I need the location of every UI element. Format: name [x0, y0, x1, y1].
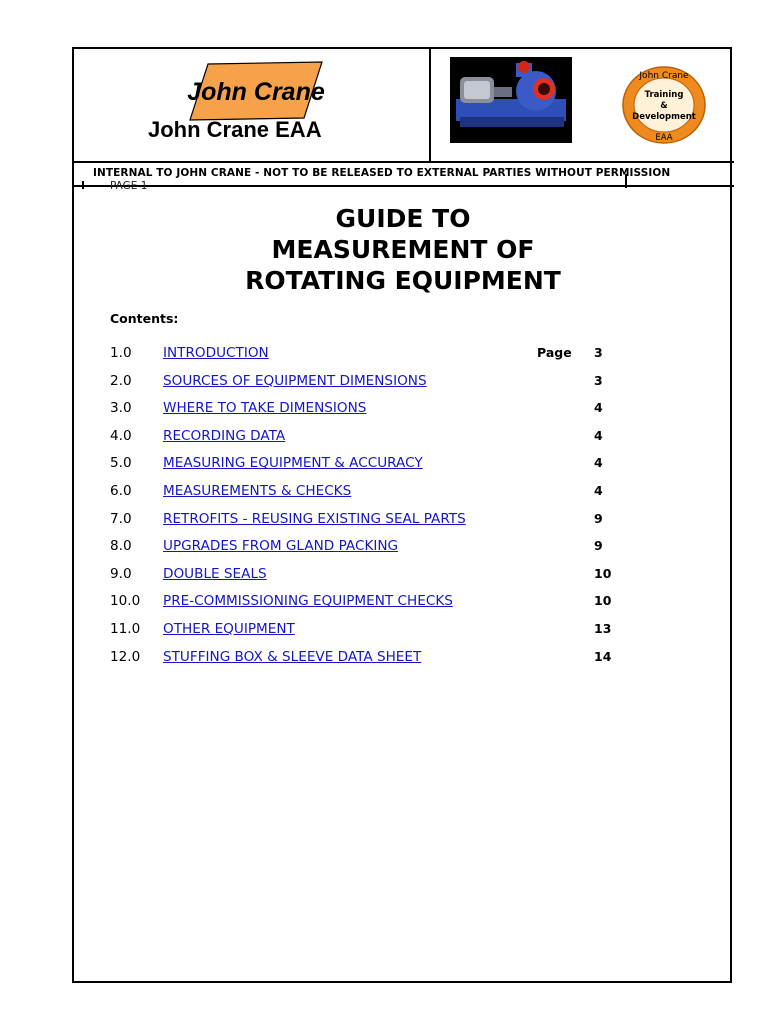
toc-section-link[interactable]: SOURCES OF EQUIPMENT DIMENSIONS: [163, 372, 427, 389]
toc-page-number: 3: [594, 345, 603, 360]
title-line-1: GUIDE TO: [335, 204, 471, 233]
toc-section-link[interactable]: RETROFITS - REUSING EXISTING SEAL PARTS: [163, 510, 466, 527]
toc-section-number: 9.0: [110, 565, 132, 582]
toc-page-number: 10: [594, 593, 612, 609]
toc-section-number: 7.0: [110, 510, 132, 527]
toc-entry: [110, 483, 630, 511]
header-tick-left: [82, 181, 84, 189]
header-divider-1: [72, 161, 734, 163]
toc-section-link[interactable]: UPGRADES FROM GLAND PACKING: [163, 538, 399, 555]
title-line-2: MEASUREMENT OF: [271, 235, 535, 264]
toc-section-number: 6.0: [110, 482, 132, 499]
svg-text:EAA: EAA: [655, 133, 673, 143]
toc-section-number: 11.0: [110, 620, 141, 637]
svg-text:Training: Training: [644, 90, 684, 100]
toc-section-number: 3.0: [110, 400, 132, 417]
toc-entry: [110, 345, 630, 373]
page-column-label: Page: [537, 345, 572, 360]
logo-text: John Crane: [187, 78, 325, 106]
internal-distribution-note: INTERNAL TO JOHN CRANE - NOT TO BE RELEASED TO EXTERNAL PARTIES WITHOUT PERMISSION: [93, 167, 671, 179]
toc-page-number: 4: [594, 455, 603, 471]
toc-section-number: 12.0: [110, 648, 141, 665]
toc-section-link[interactable]: OTHER EQUIPMENT: [163, 620, 295, 637]
table-of-contents: [110, 345, 630, 676]
header-divider-vertical: [429, 47, 431, 163]
toc-page-number: 9: [594, 510, 603, 526]
training-development-seal: [620, 64, 708, 146]
document-title: [72, 203, 734, 296]
toc-entry: [110, 428, 630, 456]
toc-page-number: 10: [594, 565, 612, 581]
toc-entry: [110, 649, 630, 677]
toc-page-number: 14: [594, 648, 612, 664]
toc-section-number: 8.0: [110, 538, 132, 555]
toc-entry: [110, 593, 630, 621]
toc-section-link[interactable]: MEASURING EQUIPMENT & ACCURACY: [163, 455, 423, 472]
toc-entry: [110, 455, 630, 483]
toc-section-link[interactable]: MEASUREMENTS & CHECKS: [163, 482, 352, 499]
contents-label: Contents:: [110, 311, 179, 326]
toc-section-number: 5.0: [110, 455, 132, 472]
toc-page-number: 4: [594, 482, 603, 498]
toc-entry: [110, 566, 630, 594]
toc-page-number: 4: [594, 400, 603, 416]
toc-section-number: 2.0: [110, 372, 132, 389]
toc-section-link[interactable]: RECORDING DATA: [163, 427, 286, 444]
toc-section-link[interactable]: INTRODUCTION: [163, 345, 269, 361]
toc-page-number: 9: [594, 538, 603, 554]
toc-section-number: 4.0: [110, 427, 132, 444]
header-divider-2: [72, 185, 734, 187]
svg-text:John Crane: John Crane: [639, 71, 689, 81]
toc-page-number: 4: [594, 427, 603, 443]
toc-entry: [110, 538, 630, 566]
toc-section-link[interactable]: WHERE TO TAKE DIMENSIONS: [163, 400, 367, 417]
page-number-marker: PAGE 1: [110, 180, 148, 192]
title-line-3: ROTATING EQUIPMENT: [245, 266, 561, 295]
toc-entry: [110, 511, 630, 539]
toc-entry: [110, 400, 630, 428]
toc-page-number: 13: [594, 620, 612, 636]
toc-section-link[interactable]: DOUBLE SEALS: [163, 565, 267, 582]
john-crane-logo: [186, 60, 326, 122]
toc-section-link[interactable]: PRE-COMMISSIONING EQUIPMENT CHECKS: [163, 593, 453, 610]
toc-section-link[interactable]: STUFFING BOX & SLEEVE DATA SHEET: [163, 648, 422, 665]
toc-section-number: 10.0: [110, 593, 141, 610]
pump-photo: [450, 57, 572, 143]
toc-entry: [110, 621, 630, 649]
toc-entry: [110, 373, 630, 401]
svg-text:&: &: [660, 101, 668, 111]
toc-page-number: 3: [594, 372, 603, 388]
svg-text:Development: Development: [632, 112, 696, 122]
company-name: John Crane EAA: [148, 117, 322, 142]
toc-section-number: 1.0: [110, 345, 132, 361]
